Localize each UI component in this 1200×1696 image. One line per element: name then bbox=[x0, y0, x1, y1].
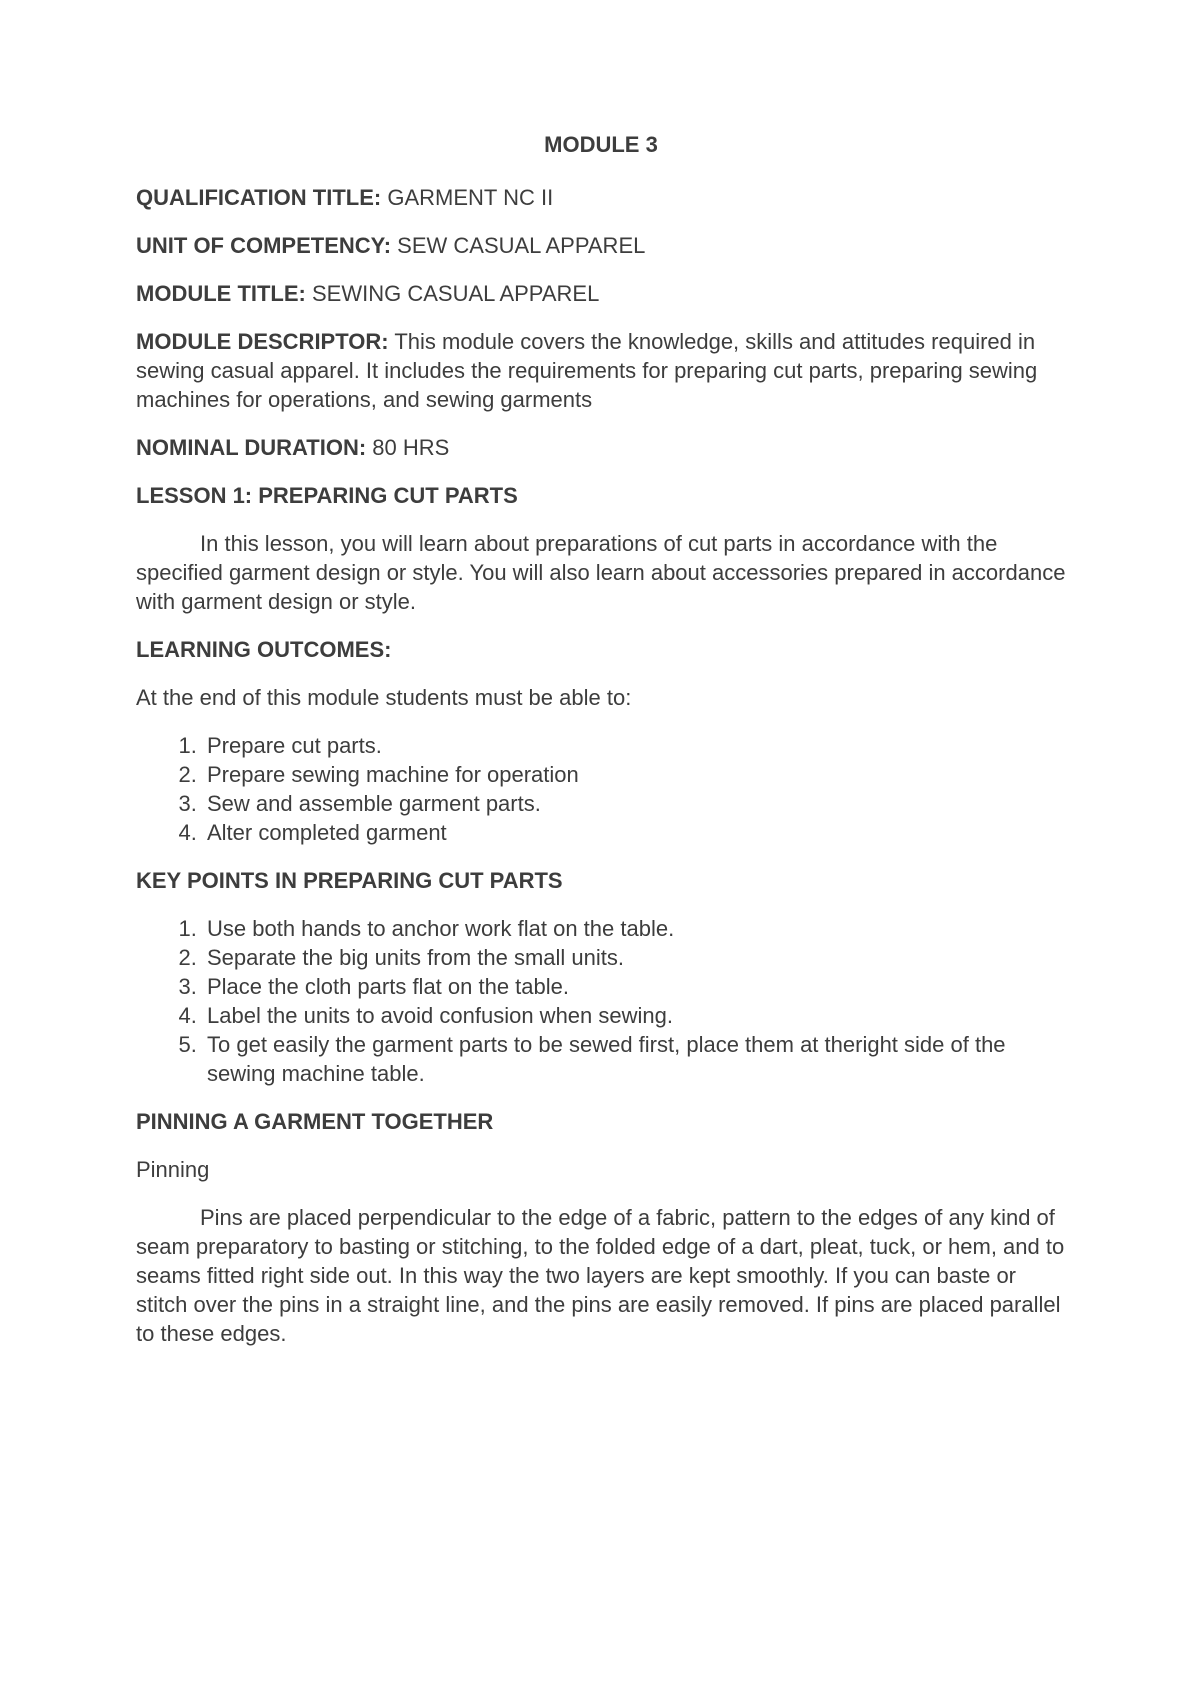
list-item: 1. Prepare cut parts. bbox=[203, 731, 1066, 760]
field-unit-of-competency bbox=[136, 231, 1066, 260]
field-label-unit-of-competency: UNIT OF COMPETENCY: bbox=[136, 233, 392, 258]
list-item: 2. Separate the big units from the small units. bbox=[203, 943, 1066, 972]
learning-outcomes-intro: At the end of this module students must be able to: bbox=[136, 685, 632, 710]
field-module-descriptor bbox=[136, 327, 1066, 414]
field-label-qualification-title: QUALIFICATION TITLE: bbox=[136, 185, 382, 210]
field-label-module-descriptor: MODULE DESCRIPTOR: bbox=[136, 329, 389, 354]
list-item: 3. Place the cloth parts flat on the table. bbox=[203, 972, 1066, 1001]
key-points-list bbox=[136, 914, 1066, 1088]
field-value-module-title: SEWING CASUAL APPAREL bbox=[312, 281, 600, 306]
key-points-heading: KEY POINTS IN PREPARING CUT PARTS bbox=[136, 868, 563, 893]
list-item: 4. Label the units to avoid confusion when sewing. bbox=[203, 1001, 1066, 1030]
learning-outcomes-heading: LEARNING OUTCOMES: bbox=[136, 637, 392, 662]
lesson-heading: LESSON 1: PREPARING CUT PARTS bbox=[136, 483, 518, 508]
field-value-unit-of-competency: SEW CASUAL APPAREL bbox=[397, 233, 646, 258]
field-value-nominal-duration: 80 HRS bbox=[372, 435, 450, 460]
field-value-qualification-title: GARMENT NC II bbox=[387, 185, 554, 210]
page-title: MODULE 3 bbox=[544, 132, 658, 157]
field-value-module-descriptor: This module covers the knowledge, skills and attitudes required in sewing casual apparel. It includes the requirements for preparing cut parts, preparing sewing machines for operations, and sewing garments bbox=[136, 329, 1038, 412]
learning-outcomes-list bbox=[136, 731, 1066, 847]
list-item: 2. Prepare sewing machine for operation bbox=[203, 760, 1066, 789]
field-nominal-duration bbox=[136, 433, 1066, 462]
field-label-module-title: MODULE TITLE: bbox=[136, 281, 306, 306]
list-item: 3. Sew and assemble garment parts. bbox=[203, 789, 1066, 818]
list-item: 5. To get easily the garment parts to be sewed first, place them at theright side of the sewing machine table. bbox=[203, 1030, 1066, 1088]
list-item: 4. Alter completed garment bbox=[203, 818, 1066, 847]
lesson-intro-paragraph: In this lesson, you will learn about preparations of cut parts in accordance with the specified garment design or style. You will also learn about accessories prepared in accordance with garment design or style. bbox=[136, 531, 1066, 614]
pinning-subhead: Pinning bbox=[136, 1157, 210, 1182]
field-module-title bbox=[136, 279, 1066, 308]
pinning-paragraph: Pins are placed perpendicular to the edge of a fabric, pattern to the edges of any kind of seam preparatory to basting or stitching, to the folded edge of a dart, pleat, tuck, or hem, and to seams fitted right side out. In this way the two layers are kept smoothly. If you can baste or stitch over the pins in a straight line, and the pins are easily removed. If pins are placed parallel to these edges. bbox=[136, 1205, 1065, 1346]
field-label-nominal-duration: NOMINAL DURATION: bbox=[136, 435, 367, 460]
field-qualification-title bbox=[136, 183, 1066, 212]
pinning-heading: PINNING A GARMENT TOGETHER bbox=[136, 1109, 494, 1134]
list-item: 1. Use both hands to anchor work flat on the table. bbox=[203, 914, 1066, 943]
